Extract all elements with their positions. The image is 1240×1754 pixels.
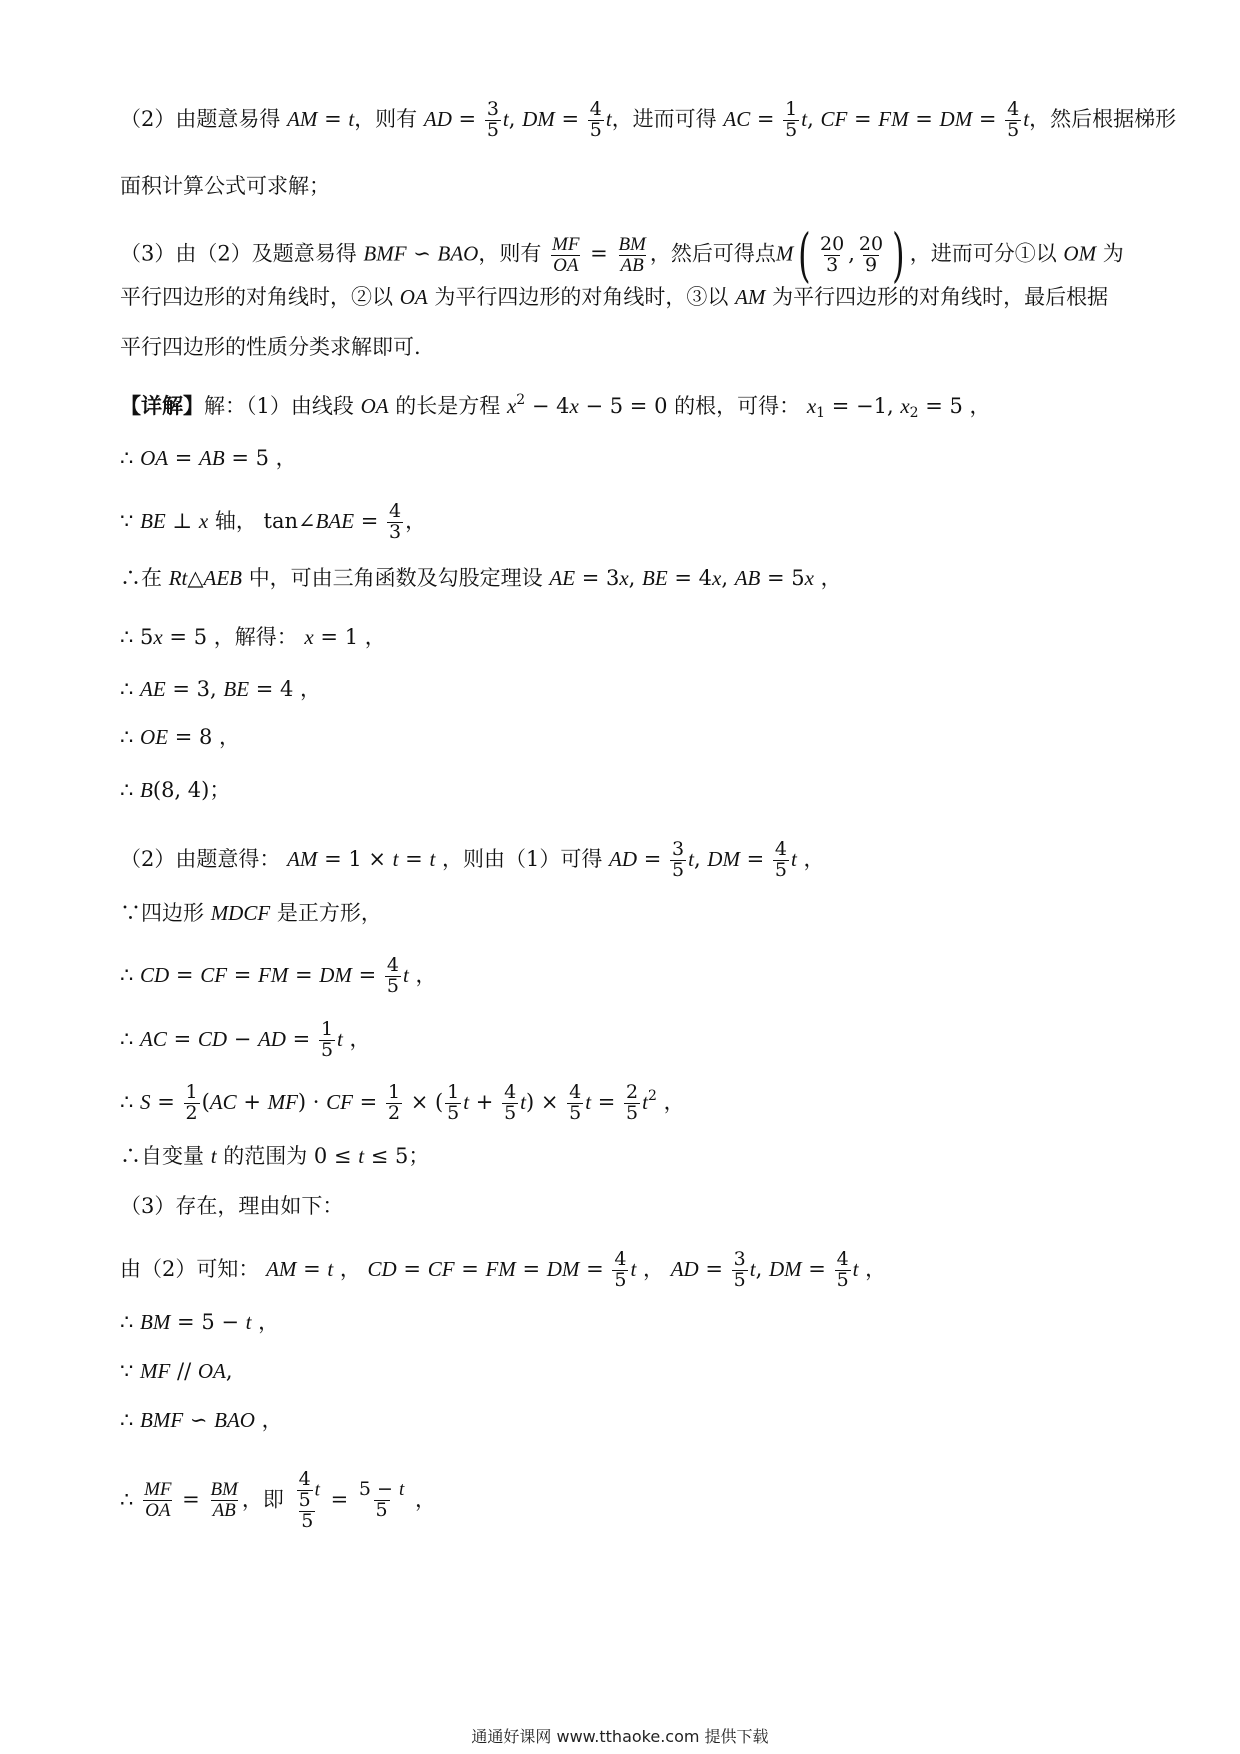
text-line-25: ∴ $\frac{MF}{OA}$ = $\frac{BM}{AB}$ ，即 $\frac{4}{5}$ t 5 = $\frac{5 - t}{5}$ ， <box>120 1468 436 1532</box>
text-line-18: ∴ S = $\frac{1}{2}$ (AC + MF) · CF = $\frac{1}{2}$ × ( $\frac{1}{5}$ t + $\frac{4}{5}$ t) × $\frac{4}{5}$ t = $\frac{2}{5}$ $t^2$ ， <box>120 1081 685 1124</box>
text-line-15: ∵四边形 MDCF 是正方形， <box>120 901 382 925</box>
text-line-17: ∴ AC = CD − AD = $\frac{1}{5}$ t ， <box>120 1018 371 1061</box>
text-line-14: （2）由题意得： AM = 1 × t = t ，则由（1）可得 AD = $\frac{3}{5}$ t, DM = $\frac{4}{5}$ t ， <box>120 838 825 881</box>
text-line-19: ∴自变量 t 的范围为 0 ≤ t ≤ 5； <box>120 1144 430 1168</box>
text-line-10: ∴ 5x = 5 ，解得： x = 1 ， <box>120 625 386 649</box>
text-line-1: （2）由题意易得 AM = t，则有 AD = $\frac{3}{5}$ t, DM = $\frac{4}{5}$ t，进而可得 AC = $\frac{1}{5}$ t, CF = FM = DM = $\frac{4}{5}$ t，然后根据梯形 <box>120 98 1177 141</box>
text-line-5: 平行四边形的性质分类求解即可. <box>120 335 421 359</box>
text-line-24: ∴ BMF ∽ BAO ， <box>120 1408 283 1432</box>
text-line-20: （3）存在，理由如下： <box>120 1194 344 1218</box>
text-line-8: ∵ BE ⊥ x 轴， tan∠BAE = $\frac{4}{3}$ ， <box>120 500 427 543</box>
text-line-7: ∴ OA = AB = 5 ， <box>120 446 297 470</box>
text-line-23: ∵ MF // OA, <box>120 1359 233 1383</box>
text-line-22: ∴ BM = 5 − t ， <box>120 1310 280 1334</box>
text-line-4: 平行四边形的对角线时，②以 OA 为平行四边形的对角线时，③以 AM 为平行四边形的对角线时，最后根据 <box>120 285 1109 309</box>
text-line-2: 面积计算公式可求解； <box>120 174 330 198</box>
text-line-11: ∴ AE = 3, BE = 4 ， <box>120 677 322 701</box>
text-line-3: （3）由（2）及题意易得 BMF ∽ BAO，则有 $\frac{MF}{OA}$ = $\frac{BM}{AB}$ ，然后可得点M( $\frac{20}{3}$ , $\frac{20}{9}$ ) ，进而可分①以 OM 为 <box>120 221 1124 289</box>
text-line-16: ∴ CD = CF = FM = DM = $\frac{4}{5}$ t ， <box>120 954 437 997</box>
text-line-12: ∴ OE = 8 ， <box>120 725 241 749</box>
text-line-13: ∴ B(8, 4)； <box>120 778 231 802</box>
text-line-9: ∴在 Rt△AEB 中，可由三角函数及勾股定理设 AE = 3x, BE = 4x, AB = 5x ， <box>120 566 842 590</box>
footer-text: 通通好课网 www.tthaoke.com 提供下载 <box>471 1727 769 1746</box>
text-line-6: 【详解】解：（1）由线段 OA 的长是方程 $x^2 - 4x - 5 = 0$ 的根，可得： $x_1 = -1$, $x_2 = 5$ ， <box>120 392 991 421</box>
text-line-21: 由（2）可知： AM = t ， CD = CF = FM = DM = $\frac{4}{5}$ t ， AD = $\frac{3}{5}$ t, DM = $\frac{4}{5}$ t ， <box>120 1248 887 1291</box>
